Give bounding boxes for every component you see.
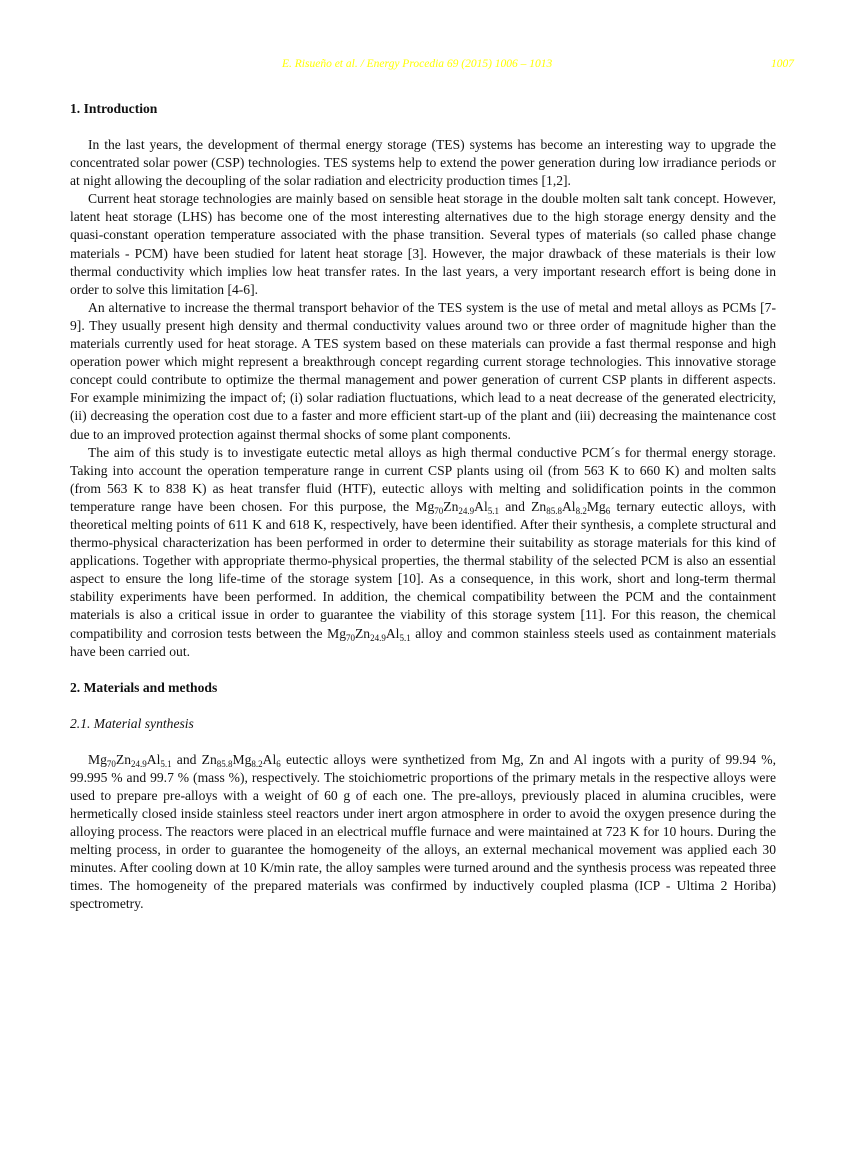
subscript: 8.2: [575, 505, 587, 516]
text-run: The aim of this study is to investigate eutectic metal alloys as high thermal conductive PCM´s for thermal energy storage. Taking into account the operation temperature range in current CSP plants using oil (from 563 K to 660 K) and molten salts (from 563 K to 838 K) as heat transfer fluid (HTF), eutectic alloys with melting and solidification points in the common temperature range have been chosen. For this purpose, the: [70, 444, 776, 514]
subscript: 6: [276, 758, 281, 769]
element: Mg: [88, 751, 107, 767]
subscript: 70: [106, 758, 116, 769]
subscript: 70: [346, 632, 355, 643]
text-run: and: [498, 498, 532, 514]
section-heading-materials-methods: 2. Materials and methods: [70, 679, 218, 695]
running-header: [0, 58, 846, 74]
paragraph-synthesis: [70, 751, 776, 914]
text-run: eutectic alloys were synthetized from Mg, Zn and Al ingots with a purity of 99.94 %, 99.995 % and 99.7 % (mass %), respectively. The stoichiometric proportions of the primary metals in the respective alloys were used to prepare pre-alloys with a weight of 60 g of each one. The pre-alloys, previously placed in alumina crucibles, were hermetically closed inside stainless steel reactors under inert argon atmosphere in order to avoid the oxygen presence during the alloying process. The reactors were placed in an electrical muffle furnace and were maintained at 723 K for 10 hours. During the melting process, in order to guarantee the homogeneity of the alloys, an external mechanical movement was applied each 30 minutes. After cooling down at 10 K/min rate, the alloy samples were turned around and the synthesis process was repeated three times. The homogeneity of the prepared materials was confirmed by inductively coupled plasma (ICP - Ultima 2 Horiba) spectrometry.: [70, 751, 776, 912]
subscript: 24.9: [458, 505, 475, 516]
page-number: 1007: [771, 58, 794, 70]
element: Zn: [531, 498, 547, 514]
element: Zn: [355, 625, 371, 641]
element: Mg: [232, 751, 252, 767]
paragraph: Current heat storage technologies are mainly based on sensible heat storage in the double molten salt tank concept. However, latent heat storage (LHS) has become one of the most interesting alternatives due to the high storage energy density and the quasi-constant operation temperature associated with the phase transition. Several types of materials (so called phase change materials - PCM) have been studied for latent heat storage [3]. However, the major drawback of these materials is their low thermal conductivity which implies low heat transfer rates. In the last years, a very important research effort is being done in order to solve this limitation [4-6].: [70, 191, 776, 297]
subscript: 24.9: [370, 632, 386, 643]
formula-zn85.8al8.2mg6: [531, 499, 610, 514]
formula-zn85.8mg8.2al6: [202, 752, 281, 767]
subscript: 85.8: [216, 758, 233, 769]
subscript: 6: [605, 505, 611, 516]
element: Al: [561, 498, 576, 514]
element: Mg: [415, 498, 435, 514]
subscript: 5.1: [399, 632, 411, 643]
element: Al: [262, 751, 277, 767]
element: Mg: [586, 498, 606, 514]
formula-mg70zn24.9al5.1: [415, 499, 499, 514]
subscript: 24.9: [131, 758, 147, 769]
element: Al: [146, 751, 161, 767]
text-run: and: [171, 751, 202, 767]
section-heading-introduction: 1. Introduction: [70, 101, 158, 116]
paragraph-aim: [70, 444, 776, 661]
element: Zn: [201, 751, 217, 767]
element: Mg: [327, 625, 346, 641]
paragraph: In the last years, the development of thermal energy storage (TES) systems has become an interesting way to upgrade the concentrated solar power (CSP) technologies. TES systems help to extend the power generation during low irradiance periods or at night allowing the decoupling of the solar radiation and electricity production times [1,2].: [70, 137, 776, 189]
subscript: 5.1: [487, 505, 499, 516]
formula-mg70zn24.9al5.1: [327, 626, 411, 641]
subsection-heading-material-synthesis: 2.1. Material synthesis: [70, 715, 194, 731]
subscript: 8.2: [251, 758, 263, 769]
subscript: 85.8: [546, 505, 562, 516]
subscript: 70: [434, 505, 444, 516]
element: Zn: [443, 498, 459, 514]
element: Al: [385, 625, 400, 641]
paragraph: An alternative to increase the thermal transport behavior of the TES system is the use of metal and metal alloys as PCMs [7-9]. They usually present high density and thermal conductivity values around two or three order of magnitude higher than the materials currently used for heat storage. A TES system based on these materials can provide a fast thermal response and high operation power which might represent a breakthrough concept regarding current storage technologies. This innovative storage concept could contribute to optimize the thermal management and power generation of current CSP plants in different aspects. For example minimizing the impact of; (i) solar radiation fluctuations, which lead to a neat decrease of the generated electricity, (ii) decreasing the operation cost due to a faster and more efficient start-up of the plant and (iii) decreasing the maintenance cost due to an improved protection against thermal shocks of some plant components.: [70, 299, 776, 442]
text-run: ternary eutectic alloys, with theoretical melting points of 611 K and 618 K, respectively, have been identified. After their synthesis, a complete structural and thermo-physical characterization has been performed in order to determine their suitability as storage materials for this kind of applications. Together with appropriate thermo-physical properties, the thermal stability of the selected PCM is also an essential aspect to ensure the long life-time of the storage system [10]. As a consequence, in this work, short and long-term thermal stability experiments have been performed. In addition, the chemical compatibility between the PCM and the containment materials is also a critical issue in order to guarantee the viability of this storage system [11]. For this reason, the chemical compatibility and corrosion tests between the: [70, 498, 777, 641]
formula-mg70zn24.9al5.1: [88, 752, 172, 767]
text-run: alloy and common stainless steels used as containment materials have been carried out.: [70, 625, 776, 659]
element: Al: [474, 498, 488, 514]
element: Zn: [115, 751, 131, 767]
journal-citation: E. Risueño et al. / Energy Procedia 69 (2015) 1006 – 1013: [282, 58, 553, 70]
article-body: [70, 100, 776, 914]
subscript: 5.1: [160, 758, 172, 769]
